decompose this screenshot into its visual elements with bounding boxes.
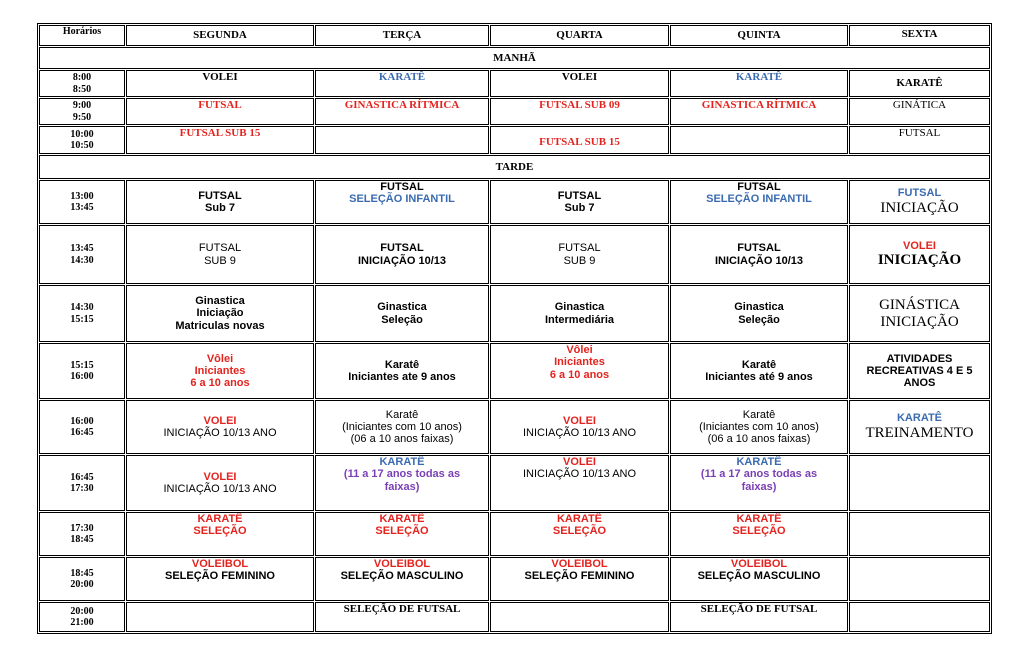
activity-cell: VOLEI INICIAÇÃO 10/13 ANO [126,455,314,511]
empty-cell [490,602,669,632]
time-cell: 17:30 18:45 [39,512,125,556]
activity-cell: VOLEI INICIAÇÃO 10/13 ANO [490,400,669,454]
activity-cell: VOLEI INICIAÇÃO 10/13 ANO [126,400,314,454]
time-cell: 8:00 8:50 [39,70,125,97]
activity-cell: VOLEIBOL SELEÇÃO FEMININO [490,557,669,601]
activity-cell: GINASTICA RÍTMICA [315,98,489,125]
empty-cell [670,126,848,154]
activity-cell: KARATÊ SELEÇÃO [315,512,489,556]
schedule-table [37,23,992,634]
activity-cell: FUTSAL [849,126,990,154]
activity-cell: KARATÊ (11 a 17 anos todas as faixas) [670,455,848,511]
header-time: Horários [39,25,125,46]
activity-cell: VOLEIBOL SELEÇÃO FEMININO [126,557,314,601]
activity-cell: VOLEIBOL SELEÇÃO MASCULINO [670,557,848,601]
empty-cell [849,602,990,632]
time-cell: 18:45 20:00 [39,557,125,601]
activity-cell: VOLEI [126,70,314,97]
activity-cell: VOLEI INICIAÇÃO 10/13 ANO [490,455,669,511]
schedule-page [37,23,983,662]
activity-cell: VOLEI [490,70,669,97]
time-cell: 14:30 15:15 [39,285,125,342]
time-cell: 15:15 16:00 [39,343,125,399]
activity-cell: FUTSAL SUB 09 [490,98,669,125]
time-cell: 16:00 16:45 [39,400,125,454]
table-row [39,455,990,511]
activity-cell: KARATÊ SELEÇÃO [126,512,314,556]
activity-cell: Ginastica Iniciação Matriculas novas [126,285,314,342]
header-day-friday: SEXTA [849,25,990,46]
section-row-morning [39,47,990,69]
empty-cell [849,512,990,556]
activity-cell: FUTSAL Sub 7 [490,180,669,224]
header-day-wednesday: QUARTA [490,25,669,46]
table-row [39,225,990,284]
activity-cell: KARATÊ SELEÇÃO [670,512,848,556]
activity-cell: ATIVIDADES RECREATIVAS 4 E 5 ANOS [849,343,990,399]
time-cell: 20:00 21:00 [39,602,125,632]
header-day-tuesday: TERÇA [315,25,489,46]
activity-cell: VOLEI INICIAÇÃO [849,225,990,284]
header-day-monday: SEGUNDA [126,25,314,46]
activity-cell: GINÁTICA [849,98,990,125]
activity-cell: GINÁSTICA INICIAÇÃO [849,285,990,342]
activity-cell: KARATÊ [670,70,848,97]
activity-cell: SELEÇÃO DE FUTSAL [670,602,848,632]
activity-cell: FUTSAL INICIAÇÃO 10/13 [315,225,489,284]
table-row [39,98,990,125]
activity-cell: FUTSAL INICIAÇÃO [849,180,990,224]
activity-cell: FUTSAL SUB 15 [126,126,314,154]
activity-cell: Ginastica Intermediária [490,285,669,342]
time-cell: 16:45 17:30 [39,455,125,511]
activity-cell: SELEÇÃO DE FUTSAL [315,602,489,632]
time-cell: 9:00 9:50 [39,98,125,125]
empty-cell [315,126,489,154]
activity-cell: Karatê Iniciantes até 9 anos [670,343,848,399]
empty-cell [849,557,990,601]
activity-cell: KARATÊ (11 a 17 anos todas as faixas) [315,455,489,511]
activity-cell: KARATÊ [315,70,489,97]
time-cell: 10:00 10:50 [39,126,125,154]
activity-cell: Karatê (Iniciantes com 10 anos) (06 a 10 anos faixas) [315,400,489,454]
activity-cell: VOLEIBOL SELEÇÃO MASCULINO [315,557,489,601]
table-row [39,557,990,601]
time-cell: 13:45 14:30 [39,225,125,284]
activity-cell: Vôlei Iniciantes 6 a 10 anos [126,343,314,399]
activity-cell: Vôlei Iniciantes 6 a 10 anos [490,343,669,399]
table-row [39,512,990,556]
activity-cell: FUTSAL SELEÇÃO INFANTIL [670,180,848,224]
activity-cell: GINASTICA RÍTMICA [670,98,848,125]
table-row [39,602,990,632]
table-row [39,400,990,454]
time-cell: 13:00 13:45 [39,180,125,224]
section-row-afternoon [39,155,990,179]
activity-cell: FUTSAL SUB 9 [490,225,669,284]
activity-cell: FUTSAL SUB 9 [126,225,314,284]
activity-cell: FUTSAL [126,98,314,125]
section-label-afternoon: TARDE [39,155,990,179]
activity-cell: FUTSAL SUB 15 [490,126,669,154]
activity-cell: KARATÊ [849,70,990,97]
table-row [39,285,990,342]
activity-cell: Ginastica Seleção [315,285,489,342]
activity-cell: FUTSAL SELEÇÃO INFANTIL [315,180,489,224]
table-row [39,180,990,224]
activity-cell: Karatê (Iniciantes com 10 anos) (06 a 10 anos faixas) [670,400,848,454]
header-day-thursday: QUINTA [670,25,848,46]
activity-cell: KARATÊ TREINAMENTO [849,400,990,454]
table-row [39,70,990,97]
activity-cell: Ginastica Seleção [670,285,848,342]
activity-cell: Karatê Iniciantes ate 9 anos [315,343,489,399]
empty-cell [126,602,314,632]
table-row [39,343,990,399]
table-row [39,126,990,154]
header-row [39,25,990,46]
activity-cell: FUTSAL Sub 7 [126,180,314,224]
section-label-morning: MANHÃ [39,47,990,69]
activity-cell: FUTSAL INICIAÇÃO 10/13 [670,225,848,284]
empty-cell [849,455,990,511]
activity-cell: KARATÊ SELEÇÃO [490,512,669,556]
